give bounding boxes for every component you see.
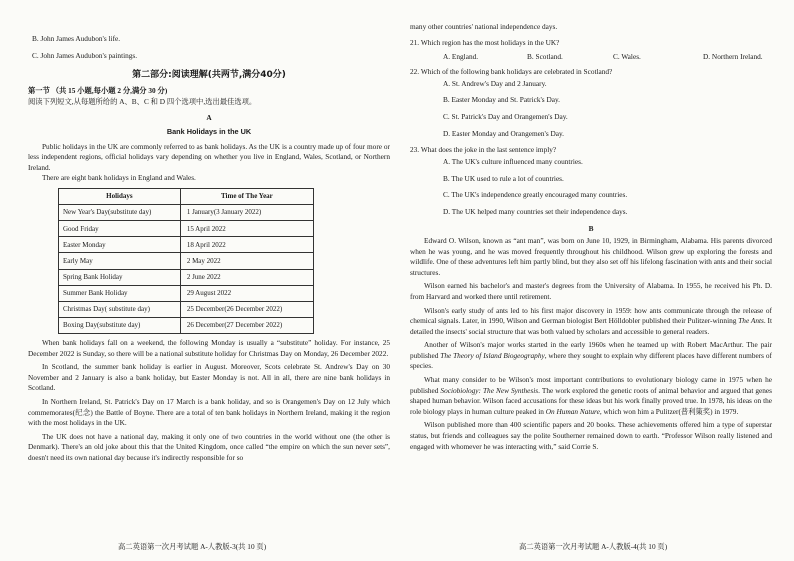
instruction: 阅读下列短文,从每题所给的 A、B、C 和 D 四个选项中,选出最佳选项。 [28, 96, 257, 106]
option: D. Easter Monday and Orangemen's Day. [443, 128, 565, 138]
option: B. Scotland. [527, 52, 563, 62]
section-heading: 第一节 （共 15 小题,每小题 2 分,满分 30 分) [28, 86, 168, 96]
table-cell: Summer Bank Holiday [59, 285, 181, 301]
question-21-options [410, 52, 772, 63]
book-title: Sociobiology: The New Synthesis [440, 385, 539, 395]
table-header-row [59, 188, 314, 204]
table-cell: Easter Monday [59, 237, 181, 253]
table-row [59, 253, 314, 269]
paragraph: In Scotland, the summer bank holiday is earlier in August. Moreover, Scots celebrate St. Andrew's Day on 30 November and 2 January is also a bank holiday, but Easter Monday is not. All in all, there are nine bank holidays in Scotland. [28, 362, 390, 393]
option: C. Wales. [613, 52, 641, 62]
table-row [59, 221, 314, 237]
right-column [410, 22, 772, 452]
option: C. The UK's independence greatly encouraged many countries. [443, 190, 628, 200]
paragraph: When bank holidays fall on a weekend, the following Monday is usually a “substitute” holiday. For instance, 25 December 2022 is Sunday, so there will be a national substitute holiday for Christmas Day on Monday, 26 December 2022. [28, 338, 390, 358]
table-cell: Good Friday [59, 221, 181, 237]
paragraph: In Northern Ireland, St. Patrick's Day on 17 March is a bank holiday, and so is Orangemen's Day on 12 July which commemorates(纪念) the Battle of Boyne. There are a total of ten bank holidays in Northern Ireland, making it the region with the most holidays in the UK. [28, 396, 390, 428]
question-23: 23. What does the joke in the last sentence imply? [410, 145, 557, 155]
holiday-table [58, 188, 314, 334]
table-cell: 25 December(26 December 2022) [180, 301, 313, 317]
paragraph-continued: many other countries' national independence days. [410, 22, 558, 31]
table-header: Holidays [59, 188, 181, 204]
option: A. England. [443, 52, 479, 62]
book-title: The Theory of Island Biogeography [440, 350, 545, 360]
table-header: Time of The Year [180, 188, 313, 204]
option: A. The UK's culture influenced many countries. [443, 157, 583, 167]
paragraph: There are eight bank holidays in England and Wales. [42, 173, 196, 183]
passage-letter-b: B [588, 223, 594, 233]
option: B. The UK used to rule a lot of countries. [443, 173, 564, 183]
table-cell: Christmas Day( substitute day) [59, 301, 181, 317]
prev-option-b: B. John James Audubon's life. [32, 34, 121, 43]
option: D. Northern Ireland. [703, 52, 763, 62]
table-cell: 26 December(27 December 2022) [180, 317, 313, 333]
table-cell: 18 April 2022 [180, 237, 313, 253]
page-footer-left: 高二英语第一次月考试题 A-人教版-3(共 10 页) [118, 542, 267, 552]
table-cell: Boxing Day(substitute day) [59, 317, 181, 333]
option: C. St. Patrick's Day and Orangemen's Day. [443, 111, 568, 121]
table-cell: 1 January(3 January 2022) [180, 204, 313, 220]
part-heading: 第二部分:阅读理解(共两节,满分40分) [132, 70, 286, 81]
table-cell: 2 June 2022 [180, 269, 313, 285]
option: A. St. Andrew's Day and 2 January. [443, 78, 547, 88]
paragraph: Edward O. Wilson, known as “ant man”, was born on June 10, 1929, in Birmingham, Alabama. His parents divorced when he was young, and he was moved frequently throughout his childhood. Wilson grew up exploring the forests and wildlife. One of these adventures left him partly blind, but they also set off his lifelong fascination with ants and their social structures. [410, 236, 772, 277]
paragraph: Wilson published more than 400 scientific papers and 20 books. These achievements offered him a type of superstar status, but friends and colleagues say the polite Southerner remained down to earth. “Professor Wilson really listened and engaged with whomever he was interacting with,” said Corrie S. [410, 420, 772, 451]
page-footer-right: 高二英语第一次月考试题 A-人教版-4(共 10 页) [519, 542, 668, 552]
option: D. The UK helped many countries set their independence days. [443, 206, 628, 216]
option: B. Easter Monday and St. Patrick's Day. [443, 95, 560, 105]
prev-option-c: C. John James Audubon's paintings. [32, 50, 138, 60]
table-row [59, 285, 314, 301]
table-row [59, 204, 314, 220]
paragraph: Wilson earned his bachelor's and master's degrees from the University of Alabama. In 1955, he received his Ph. D. from Harvard and worked there until retirement. [410, 281, 772, 301]
table-cell: Early May [59, 253, 181, 269]
table-row [59, 237, 314, 253]
paragraph: What many consider to be Wilson's most important contributions to evolutionary biology came in 1975 when he published Sociobiology: The New Synthesis. The work explored the genetic roots of animal behavior and argued that genes shaped human behavior. Wilson faced accusations for these ideas but his work finally proved true. In 1978, his ideas on the role biology plays in human culture peaked in On Human Nature, which won him a Pulitzer(普利策奖) in 1979. [410, 375, 773, 416]
table-cell: 29 August 2022 [180, 285, 313, 301]
question-21: 21. Which region has the most holidays in the UK? [410, 37, 560, 47]
question-22: 22. Which of the following bank holidays are celebrated in Scotland? [410, 66, 613, 76]
left-column [28, 34, 390, 463]
paragraph: The UK does not have a national day, making it only one of two countries in the world without one (the other is Denmark). There's an old joke about this that the United Kingdom, once called “the empire on which the sun never sets”, doesn't need its own national day because it's indirectly responsible for so [28, 431, 390, 462]
table-cell: Spring Bank Holiday [59, 269, 181, 285]
table-cell: 2 May 2022 [180, 253, 313, 269]
book-title: On Human Nature [545, 406, 600, 416]
table-cell: 15 April 2022 [180, 221, 313, 237]
table-row [59, 269, 314, 285]
book-title: The Ants [738, 316, 764, 326]
passage-title: Bank Holidays in the UK [166, 126, 252, 136]
paragraph: Public holidays in the UK are commonly referred to as bank holidays. As the UK is a country made up of four more or less independent regions, official holidays vary depending on whether you live in England, Wales, Scotland, or Northern Ireland. [28, 141, 390, 172]
table-row [59, 301, 314, 317]
table-row [59, 317, 314, 333]
table-cell: New Year's Day(substitute day) [59, 204, 181, 220]
paragraph: Wilson's early study of ants led to his first major discovery in 1959: how ants communicate through the release of chemical signals. Later, in 1990, Wilson and German biologist Bert Hölldobler published their Pulitzer-winning The Ants. It detailed the insects' social structure that was both valued by scholars and accessible to general readers. [410, 305, 772, 336]
passage-letter-a: A [206, 113, 212, 123]
paragraph: Another of Wilson's major works started in the early 1960s when he teamed up with Robert MacArthur. The pair published The Theory of Island Biogeography, where they sought to explain why different places have different numbers of species. [410, 340, 772, 371]
